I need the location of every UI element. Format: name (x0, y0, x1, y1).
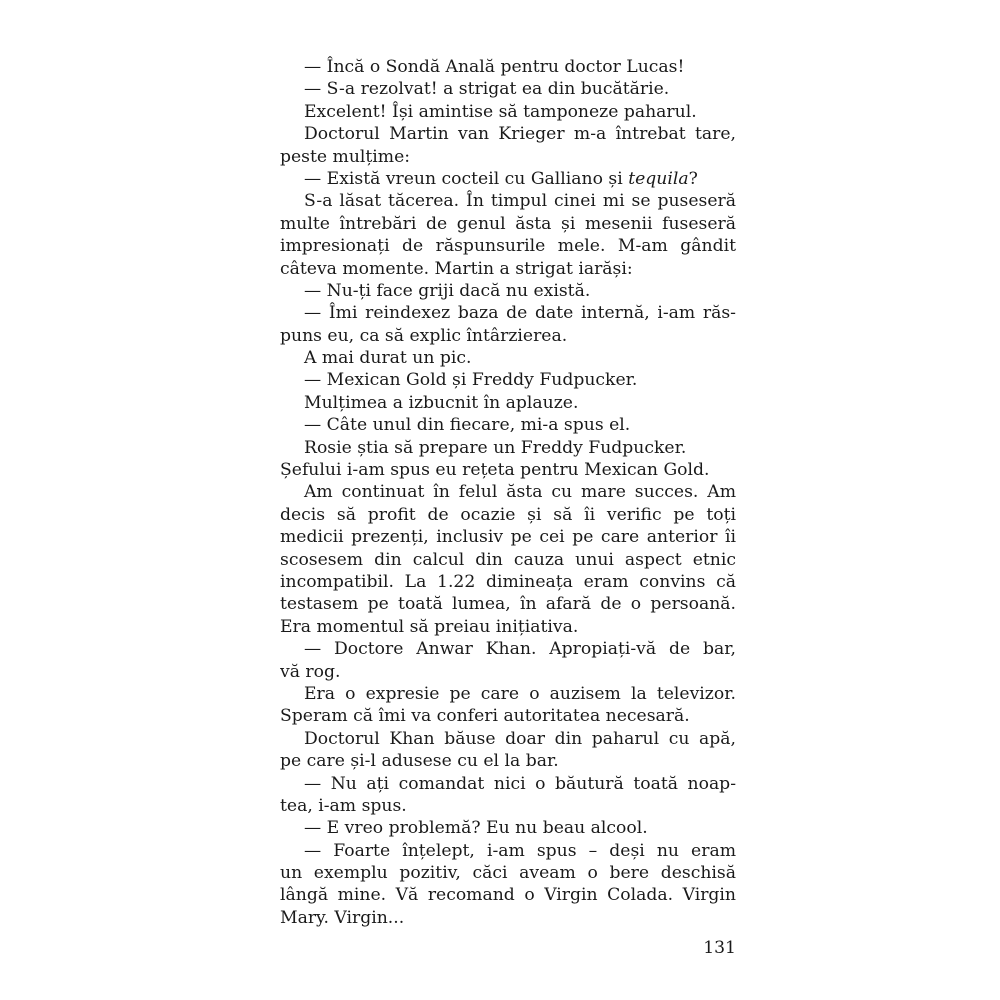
text-line: — Nu ați comandat nici o băutură toată noap- (304, 773, 736, 794)
text-line: Șefului i-am spus eu rețeta pentru Mexican Gold. (280, 460, 710, 481)
text-line: — Câte unul din fiecare, mi-a spus el. (304, 415, 631, 436)
text-line: lângă mine. Vă recomand o Virgin Colada. Virgin (280, 885, 736, 906)
text-line: — E vreo problemă? Eu nu beau alcool. (304, 818, 648, 839)
text-line: Rosie știa să prepare un Freddy Fudpucker. (304, 437, 687, 458)
text-line: Era o expresie pe care o auzisem la televizor. (304, 683, 736, 704)
text-line: — Încă o Sondă Anală pentru doctor Lucas! (304, 57, 685, 77)
text-line: — S-a rezolvat! a strigat ea din bucătărie. (304, 79, 670, 100)
text-line: — Îmi reindexez baza de date internă, i-am răs- (304, 303, 736, 324)
book-page-text (280, 56, 736, 929)
italic-word: tequila (628, 168, 689, 189)
text-line: decis să profit de ocazie și să îi verific pe toți (280, 504, 736, 525)
text-line: — Nu-ți face griji dacă nu există. (304, 280, 591, 301)
text-line: medicii prezenți, inclusiv pe cei pe care anterior îi (280, 527, 736, 548)
text-line: A mai durat un pic. (304, 348, 472, 369)
text-line: Doctorul Martin van Krieger m-a întrebat tare, (304, 124, 736, 145)
text-line: un exemplu pozitiv, căci aveam o bere deschisă (280, 863, 736, 884)
text-line: pe care și-l adusese cu el la bar. (280, 751, 559, 772)
text-line: puns eu, ca să explic întârzierea. (280, 325, 568, 346)
text-line: — Există vreun cocteil cu Galliano și tequila? (304, 168, 698, 189)
text-line: scosesem din calcul din cauza unui aspect etnic (280, 549, 736, 570)
text-line: testasem pe toată lumea, în afară de o persoană. (280, 594, 736, 615)
text-line: — Foarte înțelept, i-am spus – deși nu eram (304, 840, 736, 861)
text-line: incompatibil. La 1.22 dimineața eram convins că (280, 571, 736, 592)
text-line: Mulțimea a izbucnit în aplauze. (304, 392, 579, 413)
text-line: Excelent! Își amintise să tamponeze paharul. (304, 101, 697, 122)
text-line: Mary. Virgin... (280, 907, 405, 928)
text-line: Speram că îmi va conferi autoritatea necesară. (280, 706, 690, 727)
page-number: 131 (703, 938, 736, 958)
text-line: peste mulțime: (280, 146, 411, 167)
text-line: vă rog. (280, 661, 341, 682)
text-line: Am continuat în felul ăsta cu mare succes. Am (304, 482, 736, 503)
text-line: câteva momente. Martin a strigat iarăși: (280, 258, 633, 279)
text-line: tea, i-am spus. (280, 795, 407, 816)
text-line: — Doctore Anwar Khan. Apropiați-vă de bar, (304, 639, 736, 660)
text-line: S-a lăsat tăcerea. În timpul cinei mi se puseseră (304, 191, 736, 212)
text-line: impresionați de răspunsurile mele. M-am gândit (280, 236, 736, 257)
text-line: Doctorul Khan băuse doar din paharul cu apă, (304, 728, 736, 749)
text-line: Era momentul să preiau inițiativa. (280, 616, 579, 637)
text-line: — Mexican Gold și Freddy Fudpucker. (304, 370, 638, 391)
text-line: multe întrebări de genul ăsta și mesenii fuseseră (280, 213, 736, 234)
